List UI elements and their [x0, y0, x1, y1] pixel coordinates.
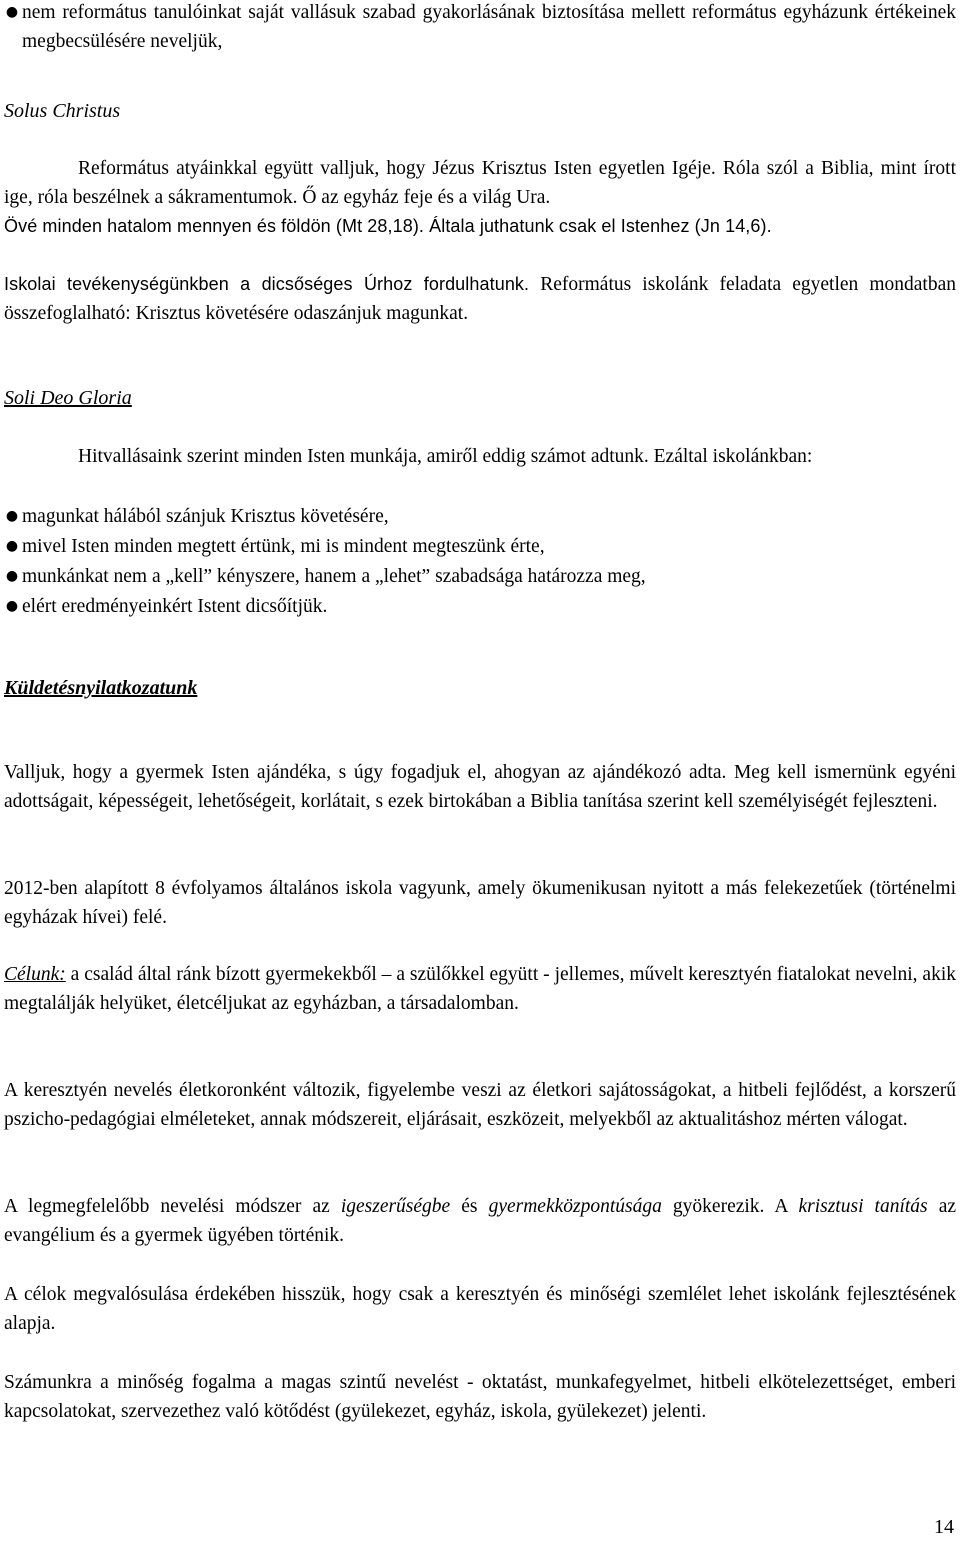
- paragraph-mission-goal: [4, 960, 956, 1018]
- goal-text: a család által ránk bízott gyermekekből – a szülőkkel együtt - jellemes, művelt keresztyén fiatalokat nevelni, akik megtalálják helyüket, életcéljukat az egyházban, a társadalomban.: [4, 964, 956, 1014]
- bullet-text: nem református tanulóinkat saját vallásuk szabad gyakorlásának biztosítása mellett református egyházunk értékeinek megbecsülésére neveljük,: [22, 2, 956, 52]
- bullet-text: mivel Isten minden megtett értünk, mi is mindent megteszünk érte,: [22, 536, 545, 557]
- text-run: A legmegfelelőbb nevelési módszer az: [4, 1196, 341, 1217]
- heading-kuldetesnyilatkozat: Küldetésnyilatkozatunk: [4, 677, 198, 699]
- bullet-icon: ●: [5, 538, 19, 554]
- bullet-item-3: [4, 562, 956, 591]
- text-run: és: [450, 1196, 489, 1217]
- emphasis-run: igeszerűségbe: [340, 1196, 451, 1217]
- goal-label: Célunk:: [4, 964, 66, 985]
- text-run: az evangélium és a gyermek ügyében történik.: [4, 1196, 957, 1246]
- paragraph-solus-christus-3b: Református iskolánk feladata egyetlen mondatban összefoglalható: Krisztus követésére odaszánjuk magunkat.: [4, 274, 957, 324]
- bullet-icon: ●: [5, 598, 19, 614]
- paragraph-mission-7: Számunkra a minőség fogalma a magas szintű nevelést - oktatást, munkafegyelmet, hitbeli elkötelezettséget, emberi kapcsolatokat, szervezethez való kötődést (gyülekezet, egyház, iskola, gyülekezet) jelenti.: [4, 1372, 956, 1422]
- bullet-item-4: [4, 592, 956, 621]
- paragraph-mission-6: A célok megvalósulása érdekében hisszük, hogy csak a keresztyén és minőségi szemlélet lehet iskolánk fejlesztésének alapja.: [4, 1284, 956, 1334]
- bullet-text: munkánkat nem a „kell” kényszere, hanem a „lehet” szabadsága határozza meg,: [22, 566, 646, 587]
- heading-soli-deo-gloria: Soli Deo Gloria: [4, 387, 132, 409]
- paragraph-solus-christus-3: [4, 270, 956, 328]
- page-number: 14: [934, 1516, 954, 1538]
- paragraph-mission-4: A keresztyén nevelés életkoronként változik, figyelembe veszi az életkori sajátosságokat, a hitbeli fejlődést, a korszerű pszicho-pedagógiai elméleteket, annak módszereit, eljárásait, eszközeit, melyekből az aktualitáshoz mérten válogat.: [4, 1080, 956, 1130]
- emphasis-run: krisztusi tanítás: [798, 1196, 928, 1217]
- paragraph-solus-christus-2: Övé minden hatalom mennyen és földön (Mt 28,18). Általa juthatunk csak el Istenhez (Jn 14,6).: [4, 216, 772, 236]
- bullet-item-1: [4, 502, 956, 531]
- bullet-text: elért eredményeinkért Istent dicsőítjük.: [22, 596, 328, 617]
- emphasis-run: gyermekközpontúsága: [488, 1196, 662, 1217]
- bullet-icon: ●: [5, 508, 19, 524]
- bullet-icon: ●: [5, 4, 19, 20]
- paragraph-solus-christus-1: Református atyáinkkal együtt valljuk, hogy Jézus Krisztus Isten egyetlen Igéje. Róla szól a Biblia, mint írott ige, róla beszélnek a sákramentumok. Ő az egyház feje és a világ Ura.: [4, 158, 956, 208]
- bullet-item-reformed-values: [4, 0, 956, 56]
- heading-solus-christus: Solus Christus: [4, 100, 121, 122]
- paragraph-mission-1: Valljuk, hogy a gyermek Isten ajándéka, s úgy fogadjuk el, ahogyan az ajándékozó adta. Meg kell ismernünk egyéni adottságait, képességeit, lehetőségeit, korlátait, s ezek birtokában a Biblia tanítása szerint kell személyiségét fejleszteni.: [4, 762, 956, 812]
- paragraph-mission-2: 2012-ben alapított 8 évfolyamos általános iskola vagyunk, amely ökumenikusan nyitott a más felekezetűek (történelmi egyházak hívei) felé.: [4, 878, 956, 928]
- bullet-item-2: [4, 532, 956, 561]
- text-run: gyökerezik. A: [661, 1196, 799, 1217]
- bullet-text: magunkat hálából szánjuk Krisztus követésére,: [22, 506, 389, 527]
- paragraph-soli-deo-gloria-intro: Hitvallásaink szerint minden Isten munkája, amiről eddig számot adtunk. Ezáltal iskolánkban:: [78, 446, 813, 467]
- bullet-icon: ●: [5, 568, 19, 584]
- paragraph-solus-christus-3a: Iskolai tevékenységünkben a dicsőséges Úrhoz fordulhatunk.: [4, 274, 530, 294]
- paragraph-mission-5: [4, 1192, 956, 1250]
